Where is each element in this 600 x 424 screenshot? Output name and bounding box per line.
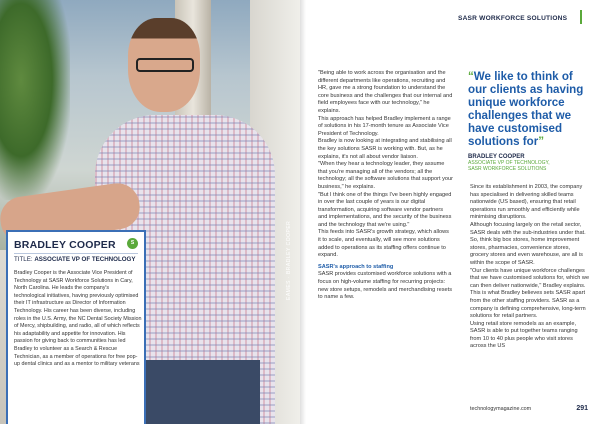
section-header: SASR WORKFORCE SOLUTIONS: [458, 15, 568, 22]
paragraph: This feeds into SASR's growth strategy, which allows it to scale, and eventually, will see more solutions added to operations as its staffing offers continue to expand.: [318, 229, 449, 259]
subheading: SASR's approach to staffing: [318, 263, 394, 270]
paragraph: This is what Bradley believes sets SASR apart from the other staffing providers. SASR as a company is defining comprehensive, long-term solutions for retail partners.: [470, 290, 586, 320]
photo-credit: EAMES · BRADLEY COOPER: [286, 220, 292, 300]
paragraph: Since its establishment in 2003, the company has specialised in delivering skilled teams nationwide (US based), ensuring that retail operations run smoothly and efficiently while minimising disruptions.: [470, 184, 583, 221]
page-number: 291: [576, 405, 588, 412]
paragraph: Using retail store remodels as an example, SASR is able to put together teams ranging from 10 to 40 plus people who visit stores across the US: [470, 320, 578, 350]
header-accent-bar: [580, 10, 582, 24]
bio-name: BRADLEY COOPER: [14, 239, 116, 251]
pull-quote: [468, 70, 588, 173]
open-quote-mark: “: [468, 70, 474, 83]
photo-jeans: [140, 360, 260, 424]
footer-site[interactable]: technologymagazine.com: [470, 406, 532, 412]
page-footer: [470, 406, 588, 412]
paragraph: "But I think one of the things I've been highly engaged in over the last couple of years is our digital transformation, acquiring software vendor partners and implementations, and the security of the business and the technology that we're using.": [318, 191, 452, 228]
paragraph: Bradley is now looking at integrating and stabilising all the key solutions SASR is working with. But, as he explains, it's not all about vendor liaison.: [318, 138, 452, 160]
paragraph: This approach has helped Bradley implement a range of solutions in his 17-month tenure as Associate Vice President of Technology.: [318, 115, 451, 137]
paragraph: "Being able to work across the organisation and the different departments like operations, recruiting and HR, gave me a strong foundation to understand the core business and the challenges that our internal and field employees face with our technology," he explains.: [318, 70, 453, 114]
paragraph: SASR provides customised workforce solutions with a focus on high-volume staffing for recurring projects: new store setups, remodels and merchandising resets to name a few.: [318, 271, 453, 301]
photo-glasses: [136, 58, 194, 72]
paragraph: "When they hear a technology leader, they assume that you're managing all of the vendors; all the technology; all the software solutions that support your business," he explains.: [318, 161, 453, 190]
bio-divider: [14, 253, 138, 254]
paragraph: "Our clients have unique workforce challenges that we have customised solutions for, which we can then deliver nationwide," Bradley explains.: [470, 267, 590, 289]
bio-box: [6, 230, 146, 424]
pull-quote-body: We like to think of our clients as having unique workforce challenges that we have customised solutions for: [468, 70, 584, 148]
bio-title-value: ASSOCIATE VP OF TECHNOLOGY: [34, 256, 136, 263]
bio-title: [14, 256, 136, 263]
article-column-2: [470, 184, 590, 351]
article-column-1: [318, 70, 453, 302]
photo-tree: [0, 0, 70, 200]
paragraph: Although focusing largely on the retail sector, SASR deals with the sub-industries under that. So, think big box stores, home improvement stores, pharmacies, convenience stores, grocery stores and even warehouse, are all is within the scope of SASR.: [470, 221, 586, 266]
bio-body: Bradley Cooper is the Associate Vice President of Technology at SASR Workforce Solutions in Cary, North Carolina. He leads the company's technological initiatives, having previously optimised their IT infrastructure as Director of Information Technology. His career has been diverse, including roles in the U.S. Army, the NC Dental Society Mission of Mercy, shipbuilding, and radio, all of which reflects his adaptability and appetite for innovation. His passion for giving back to communities has led Bradley to volunteer as a Search & Rescue Technician, as a member of operations for free pop-up dental clinics and as a mentor to military veterans: [14, 270, 142, 368]
page-spine-shadow: [300, 0, 306, 424]
close-quote-mark: ”: [538, 135, 544, 148]
pull-quote-text: [468, 70, 588, 148]
pull-quote-name: BRADLEY COOPER: [468, 154, 525, 160]
pull-quote-role: ASSOCIATE VP OF TECHNOLOGY,: [468, 160, 550, 166]
pull-quote-company: SASR WORKFORCE SOLUTIONS: [468, 166, 547, 173]
bio-title-label: TITLE:: [14, 256, 33, 263]
company-logo-icon: S: [127, 238, 138, 249]
